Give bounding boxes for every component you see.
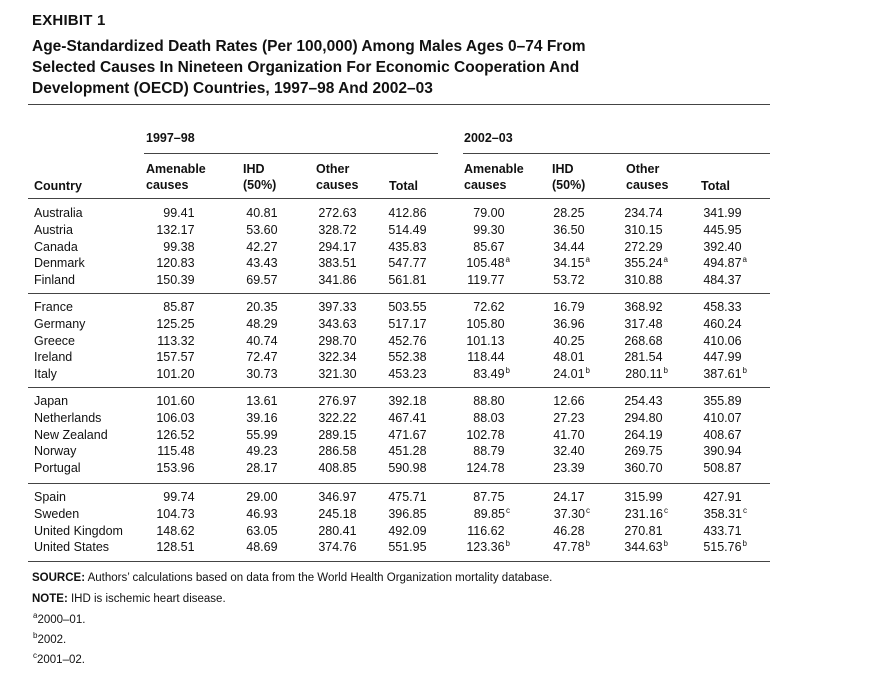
value-cell: 344.63$^b$ xyxy=(624,539,668,555)
value-cell: 492.09 xyxy=(388,523,427,538)
value-cell: 48.29 xyxy=(246,316,278,331)
value-cell: 460.24 xyxy=(703,316,742,331)
period-2-header: 2002–03 xyxy=(464,131,513,145)
value-cell: 272.63 xyxy=(318,206,357,220)
value-cell: 37.30$^c$ xyxy=(553,505,590,521)
ihd-note xyxy=(32,593,226,605)
value-cell: 231.16$^c$ xyxy=(624,505,668,521)
value-cell: 234.74 xyxy=(624,206,663,220)
value-cell: 310.88 xyxy=(624,273,663,288)
value-cell: 445.95 xyxy=(703,222,742,237)
country-cell: France xyxy=(34,300,73,314)
value-cell: 272.29 xyxy=(624,239,663,254)
footnote-mark: b xyxy=(585,366,590,376)
value-cell: 12.66 xyxy=(553,394,585,408)
value-cell: 99.30 xyxy=(473,222,505,237)
group-divider xyxy=(28,483,770,484)
value-cell: 13.61 xyxy=(246,394,278,408)
value-cell: 447.99 xyxy=(703,350,742,365)
period-2-rule xyxy=(463,153,770,154)
value-cell: 28.17 xyxy=(246,461,278,476)
value-cell: 132.17 xyxy=(156,222,195,237)
value-cell: 88.80 xyxy=(473,394,505,408)
value-cell: 315.99 xyxy=(624,490,663,504)
value-cell: 453.23 xyxy=(388,367,427,382)
value-cell: 355.24$^a$ xyxy=(624,255,668,271)
value-cell: 102.78 xyxy=(466,427,505,442)
value-cell: 514.49 xyxy=(388,222,427,237)
value-cell: 269.75 xyxy=(624,444,663,459)
source-text: Authors’ calculations based on data from the World Health Organization mortality database. xyxy=(85,572,553,584)
value-cell: 87.75 xyxy=(473,490,505,504)
footnote-mark: b xyxy=(742,539,747,549)
value-cell: 268.68 xyxy=(624,333,663,348)
title-line: Selected Causes In Nineteen Organization For Economic Cooperation And xyxy=(32,59,580,76)
value-cell: 355.89 xyxy=(703,394,742,408)
value-cell: 116.62 xyxy=(467,523,505,538)
table-bottom-rule xyxy=(28,561,770,562)
value-cell: 427.91 xyxy=(703,490,742,504)
country-cell: Portugal xyxy=(34,461,81,476)
country-cell: Norway xyxy=(34,444,77,459)
footnote-mark: b xyxy=(505,539,510,549)
footnote-mark: c xyxy=(664,505,668,515)
value-cell: 34.44 xyxy=(553,239,585,254)
country-cell: Spain xyxy=(34,490,66,504)
country-cell: Finland xyxy=(34,273,75,288)
value-cell: 85.87 xyxy=(163,300,195,314)
value-cell: 105.80 xyxy=(466,316,505,331)
col-header-country: Country xyxy=(34,179,82,193)
value-cell: 408.85 xyxy=(318,461,357,476)
value-cell: 387.61$^b$ xyxy=(703,366,747,382)
value-cell: 126.52 xyxy=(156,427,195,442)
value-cell: 254.43 xyxy=(624,394,663,408)
value-cell: 157.57 xyxy=(156,350,195,365)
footnote-text: 2001–02. xyxy=(37,654,85,666)
note-label: NOTE: xyxy=(32,593,68,605)
value-cell: 88.79 xyxy=(473,444,505,459)
value-cell: 28.25 xyxy=(553,206,585,220)
footnote-text: 2002. xyxy=(37,634,67,646)
footnote-mark: b xyxy=(585,539,590,549)
value-cell: 24.01$^b$ xyxy=(553,366,590,382)
value-cell: 294.17 xyxy=(318,239,357,254)
col-header-amenable-2: Amenable causes xyxy=(464,162,524,192)
footnote-mark: b xyxy=(663,539,668,549)
value-cell: 30.73 xyxy=(246,367,278,382)
value-cell: 358.31$^c$ xyxy=(703,505,747,521)
value-cell: 433.71 xyxy=(703,523,742,538)
value-cell: 53.60 xyxy=(246,222,278,237)
period-1-rule xyxy=(144,153,438,154)
col-header-ihd-2: IHD (50%) xyxy=(552,162,586,192)
country-cell: Australia xyxy=(34,206,83,220)
value-cell: 508.87 xyxy=(703,461,742,476)
value-cell: 153.96 xyxy=(156,461,195,476)
value-cell: 517.17 xyxy=(388,316,427,331)
value-cell: 484.37 xyxy=(703,273,742,288)
value-cell: 124.78 xyxy=(466,461,505,476)
value-cell: 289.15 xyxy=(318,427,357,442)
value-cell: 328.72 xyxy=(318,222,357,237)
footnote-c xyxy=(32,651,85,666)
value-cell: 264.19 xyxy=(624,427,663,442)
value-cell: 69.57 xyxy=(246,273,278,288)
value-cell: 148.62 xyxy=(156,523,195,538)
value-cell: 317.48 xyxy=(624,316,663,331)
value-cell: 346.97 xyxy=(318,490,357,504)
value-cell: 43.43 xyxy=(246,256,278,271)
value-cell: 55.99 xyxy=(246,427,278,442)
col-header-ihd-1: IHD (50%) xyxy=(243,162,277,192)
value-cell: 40.25 xyxy=(553,333,585,348)
value-cell: 494.87$^a$ xyxy=(703,255,747,271)
value-cell: 280.11$^b$ xyxy=(625,366,668,382)
value-cell: 392.18 xyxy=(388,394,427,408)
country-cell: Ireland xyxy=(34,350,73,365)
footnote-mark: a xyxy=(663,255,668,265)
value-cell: 397.33 xyxy=(318,300,357,314)
value-cell: 128.51 xyxy=(156,540,195,555)
value-cell: 343.63 xyxy=(318,316,357,331)
value-cell: 276.97 xyxy=(318,394,357,408)
footnote-mark: b xyxy=(663,366,668,376)
value-cell: 41.70 xyxy=(553,427,585,442)
value-cell: 101.13 xyxy=(466,333,505,348)
value-cell: 590.98 xyxy=(388,461,427,476)
country-cell: United Kingdom xyxy=(34,523,123,538)
country-cell: United States xyxy=(34,540,110,555)
header-rule xyxy=(28,198,770,199)
value-cell: 322.34 xyxy=(318,350,357,365)
exhibit-title xyxy=(32,36,762,99)
footnote-mark: c xyxy=(743,505,747,515)
value-cell: 321.30 xyxy=(318,367,357,382)
value-cell: 150.39 xyxy=(156,273,195,288)
value-cell: 294.80 xyxy=(624,410,663,425)
value-cell: 360.70 xyxy=(624,461,663,476)
country-cell: Greece xyxy=(34,333,75,348)
value-cell: 16.79 xyxy=(553,300,585,314)
footnote-a xyxy=(32,611,86,626)
value-cell: 115.48 xyxy=(157,444,195,459)
value-cell: 104.73 xyxy=(156,506,195,521)
country-cell: New Zealand xyxy=(34,427,108,442)
value-cell: 368.92 xyxy=(624,300,663,314)
value-cell: 39.16 xyxy=(246,410,278,425)
title-line: Development (OECD) Countries, 1997–98 And 2002–03 xyxy=(32,80,433,97)
value-cell: 53.72 xyxy=(553,273,585,288)
country-cell: Sweden xyxy=(34,506,80,521)
value-cell: 46.28 xyxy=(553,523,585,538)
footnote-mark: c xyxy=(506,505,510,515)
value-cell: 99.74 xyxy=(163,490,195,504)
value-cell: 396.85 xyxy=(388,506,427,521)
col-header-total-2: Total xyxy=(701,179,730,193)
value-cell: 390.94 xyxy=(703,444,742,459)
country-cell: Germany xyxy=(34,316,86,331)
value-cell: 125.25 xyxy=(156,316,195,331)
value-cell: 101.20 xyxy=(156,367,195,382)
value-cell: 120.83 xyxy=(156,256,195,271)
value-cell: 48.01 xyxy=(553,350,585,365)
footnote-mark: c xyxy=(33,651,37,660)
footnote-mark: a xyxy=(585,255,590,265)
value-cell: 280.41 xyxy=(318,523,357,538)
value-cell: 298.70 xyxy=(318,333,357,348)
col-header-other-1: Other causes xyxy=(316,162,359,192)
value-cell: 515.76$^b$ xyxy=(703,539,747,555)
value-cell: 503.55 xyxy=(388,300,427,314)
value-cell: 410.06 xyxy=(703,333,742,348)
value-cell: 47.78$^b$ xyxy=(553,539,590,555)
value-cell: 48.69 xyxy=(246,540,278,555)
country-cell: Canada xyxy=(34,239,78,254)
value-cell: 452.76 xyxy=(388,333,427,348)
value-cell: 471.67 xyxy=(388,427,427,442)
value-cell: 451.28 xyxy=(388,444,427,459)
value-cell: 36.96 xyxy=(553,316,585,331)
value-cell: 547.77 xyxy=(388,256,427,271)
value-cell: 467.41 xyxy=(388,410,427,425)
value-cell: 561.81 xyxy=(388,273,427,288)
value-cell: 435.83 xyxy=(388,239,427,254)
value-cell: 341.99 xyxy=(703,206,742,220)
value-cell: 72.47 xyxy=(246,350,278,365)
value-cell: 79.00 xyxy=(473,206,505,220)
source-note xyxy=(32,572,552,584)
value-cell: 341.86 xyxy=(318,273,357,288)
value-cell: 410.07 xyxy=(703,410,742,425)
period-1-header: 1997–98 xyxy=(146,131,195,145)
value-cell: 392.40 xyxy=(703,239,742,254)
value-cell: 42.27 xyxy=(246,239,278,254)
value-cell: 83.49$^b$ xyxy=(473,366,510,382)
value-cell: 118.44 xyxy=(467,350,505,365)
col-header-total-1: Total xyxy=(389,179,418,193)
value-cell: 383.51 xyxy=(318,256,357,271)
value-cell: 113.32 xyxy=(157,333,195,348)
value-cell: 89.85$^c$ xyxy=(473,505,510,521)
footnote-mark: c xyxy=(586,505,590,515)
group-divider xyxy=(28,293,770,294)
group-divider xyxy=(28,387,770,388)
value-cell: 99.38 xyxy=(163,239,195,254)
value-cell: 88.03 xyxy=(473,410,505,425)
value-cell: 270.81 xyxy=(624,523,663,538)
value-cell: 24.17 xyxy=(553,490,585,504)
footnote-mark: a xyxy=(33,611,38,620)
value-cell: 49.23 xyxy=(246,444,278,459)
value-cell: 551.95 xyxy=(388,540,427,555)
value-cell: 40.81 xyxy=(246,206,278,220)
country-cell: Denmark xyxy=(34,256,85,271)
value-cell: 374.76 xyxy=(318,540,357,555)
value-cell: 29.00 xyxy=(246,490,278,504)
value-cell: 412.86 xyxy=(388,206,427,220)
value-cell: 322.22 xyxy=(318,410,357,425)
value-cell: 458.33 xyxy=(703,300,742,314)
value-cell: 34.15$^a$ xyxy=(553,255,590,271)
value-cell: 99.41 xyxy=(163,206,195,220)
value-cell: 245.18 xyxy=(318,506,357,521)
value-cell: 40.74 xyxy=(246,333,278,348)
col-header-other-2: Other causes xyxy=(626,162,669,192)
country-cell: Italy xyxy=(34,367,57,382)
value-cell: 27.23 xyxy=(553,410,585,425)
value-cell: 46.93 xyxy=(246,506,278,521)
col-header-amenable-1: Amenable causes xyxy=(146,162,206,192)
country-cell: Netherlands xyxy=(34,410,102,425)
value-cell: 36.50 xyxy=(553,222,585,237)
value-cell: 408.67 xyxy=(703,427,742,442)
value-cell: 475.71 xyxy=(388,490,427,504)
footnote-mark: b xyxy=(505,366,510,376)
note-text: IHD is ischemic heart disease. xyxy=(67,593,226,605)
country-cell: Japan xyxy=(34,394,69,408)
value-cell: 281.54 xyxy=(624,350,663,365)
value-cell: 106.03 xyxy=(156,410,195,425)
footnote-b xyxy=(32,631,67,646)
title-rule xyxy=(28,104,770,105)
value-cell: 85.67 xyxy=(473,239,505,254)
value-cell: 123.36$^b$ xyxy=(466,539,510,555)
value-cell: 310.15 xyxy=(624,222,663,237)
source-label: SOURCE: xyxy=(32,572,86,584)
footnote-mark: a xyxy=(505,255,510,265)
value-cell: 23.39 xyxy=(553,461,585,476)
value-cell: 32.40 xyxy=(553,444,585,459)
value-cell: 286.58 xyxy=(318,444,357,459)
value-cell: 552.38 xyxy=(388,350,427,365)
value-cell: 20.35 xyxy=(246,300,278,314)
footnote-text: 2000–01. xyxy=(37,614,86,626)
country-cell: Austria xyxy=(34,222,73,237)
footnote-mark: a xyxy=(742,255,747,265)
footnote-mark: b xyxy=(33,631,38,640)
title-line: Age-Standardized Death Rates (Per 100,000) Among Males Ages 0–74 From xyxy=(32,38,586,55)
exhibit-label: EXHIBIT 1 xyxy=(32,12,106,29)
value-cell: 72.62 xyxy=(473,300,505,314)
value-cell: 63.05 xyxy=(246,523,278,538)
value-cell: 101.60 xyxy=(156,394,195,408)
footnote-mark: b xyxy=(742,366,747,376)
value-cell: 105.48$^a$ xyxy=(466,255,510,271)
value-cell: 119.77 xyxy=(467,273,505,288)
